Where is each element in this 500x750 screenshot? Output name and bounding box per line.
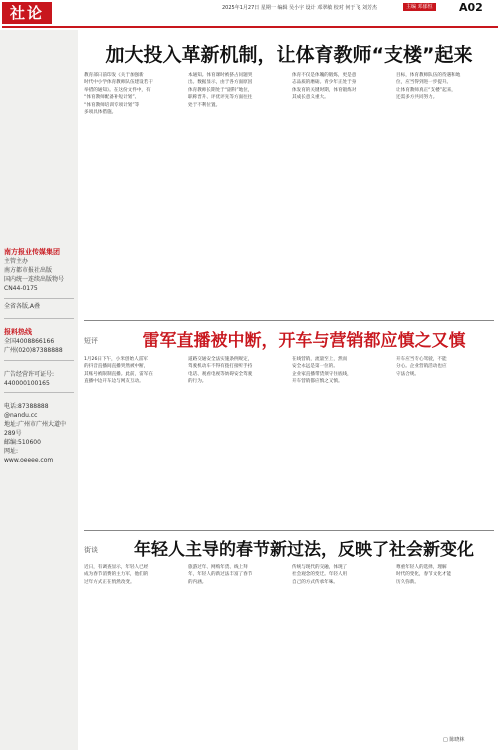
price-label: 全省各版,A叠 xyxy=(4,303,41,310)
article1-title: 加大投入革新机制，让体育教师“支楼”起来 xyxy=(105,44,473,66)
hotline-2: 广州(020)87388888 xyxy=(4,347,63,354)
section-divider xyxy=(84,530,494,531)
text-line: 企业家直播带货须守住底线， xyxy=(292,371,352,377)
text-line: 的抖音直播间直播突然被中断， xyxy=(84,364,149,370)
paper-name: 南方报业传媒集团 xyxy=(4,248,60,256)
page-number: A02 xyxy=(459,1,483,14)
text-line: 成为春节消费的主力军，他们的 xyxy=(84,572,149,578)
article1-col4 xyxy=(396,72,494,316)
tel: 电话:87388888 xyxy=(4,403,49,410)
text-line: 的行为。 xyxy=(188,379,207,385)
text-line: 年，年轻人的新过法丰富了春节 xyxy=(188,572,253,578)
article1-col3 xyxy=(292,72,390,316)
text-line: “体育教师配备补短计划”、 xyxy=(84,95,140,101)
text-line: “体育教师培训专项计划”等 xyxy=(84,102,140,108)
text-line: 尊重年轻人的选择，理解 xyxy=(396,565,447,570)
text-line: 驾驶机动车不得有拨打接听手持 xyxy=(188,364,253,370)
article2-tag: 短评 xyxy=(84,337,98,345)
text-line: 分心。企业营销活动也应 xyxy=(396,364,447,370)
article3-author: □ 陈晓林 xyxy=(443,737,465,743)
zip: 邮编:510600 xyxy=(4,439,41,446)
date-line: 2025年1月27日 星期一 编辑 吴小宇 设计 邓翠敏 校对 何于飞 刘芳杰 xyxy=(222,5,377,11)
text-line: 过年方式正在悄然改变。 xyxy=(84,579,135,585)
hotline-1: 全国4008866166 xyxy=(4,338,55,345)
address-2: 289号 xyxy=(4,430,22,437)
article2-col4 xyxy=(396,356,494,531)
text-line: 还需多方共同努力。 xyxy=(396,95,438,101)
text-line: 历久弥新。 xyxy=(396,579,419,585)
text-line: 开车营销都应慎之又慎。 xyxy=(292,379,343,385)
text-line: 本通知。体育课时被挤占问题突 xyxy=(188,73,253,78)
text-line: 时代的变化，春节文化才能 xyxy=(396,572,452,578)
article3-col4 xyxy=(396,564,494,734)
email: @nandu.cc xyxy=(4,412,38,419)
article1-col1 xyxy=(84,72,182,316)
text-line: 自己的方式传承年味。 xyxy=(292,579,338,585)
sidebar-divider xyxy=(4,298,74,299)
site-url: www.oeeee.com xyxy=(4,457,54,464)
sidebar-hotline xyxy=(4,328,74,355)
ad-label: 广告经营许可证号: xyxy=(4,371,55,378)
cn-label: 国内统一连续出版物号 xyxy=(4,276,65,283)
text-line: 道路交通安全法实施条例规定， xyxy=(188,357,253,362)
text-line: 举措的通知》。在这份文件中，有 xyxy=(84,87,151,93)
sidebar-divider xyxy=(4,360,74,361)
text-line: 位，应当得到进一步提升。 xyxy=(396,80,452,86)
text-line: 其成长意义重大。 xyxy=(292,95,329,101)
sponsor: 主管主办 xyxy=(4,258,29,265)
article2-col3 xyxy=(292,356,390,531)
text-line: 社会观念的变迁。年轻人用 xyxy=(292,572,348,578)
text-line: 旅游过年、网购年货、线上拜 xyxy=(188,565,248,570)
text-line: 其账号被限制直播。此前，雷军在 xyxy=(84,371,153,377)
text-line: 传统与现代的交融，体现了 xyxy=(292,565,348,570)
text-line: 体育教师长期处于“副科”地位， xyxy=(188,87,253,93)
cn-number: CN44-0175 xyxy=(4,285,38,292)
text-line: 职称晋升、评优评先等方面往往 xyxy=(188,95,253,101)
ad-number: 440000100165 xyxy=(4,380,50,387)
text-line: 多项具体措施。 xyxy=(84,110,117,116)
article2-col1 xyxy=(84,356,182,531)
article3-col2 xyxy=(188,564,286,734)
text-line: 守法合规。 xyxy=(396,371,419,377)
header-rule xyxy=(2,26,498,28)
article3-col3 xyxy=(292,564,390,734)
sidebar-contact xyxy=(4,402,74,465)
article2-col2 xyxy=(188,356,286,531)
section-divider xyxy=(84,320,494,321)
article3-title: 年轻人主导的春节新过法，反映了社会新变化 xyxy=(134,540,474,560)
site-label: 网址: xyxy=(4,448,19,455)
text-line: 出。数据显示，由于各方面原因 xyxy=(188,80,253,86)
article1-col2 xyxy=(188,72,286,316)
masthead xyxy=(0,0,500,26)
sidebar-ad-license xyxy=(4,370,74,388)
text-line: 直播中边开车边与网友互动。 xyxy=(84,379,144,385)
text-line: 电话、观看电视等妨碍安全驾驶 xyxy=(188,371,253,377)
section-tag: 社论 xyxy=(2,2,52,24)
article3-col1 xyxy=(84,564,182,734)
text-line: 在线营销，流量至上，然而 xyxy=(292,357,348,362)
article3-tag: 街谈 xyxy=(84,546,98,554)
sidebar-divider xyxy=(4,318,74,319)
text-line: 志品质的磨砺。青少年正处于身 xyxy=(292,80,357,86)
text-line: 让体育教师真正“支楼”起来， xyxy=(396,87,456,93)
text-line: 体育不仅是体魄的锻炼，更是意 xyxy=(292,73,357,78)
text-line: 近日，有调查显示，年轻人已经 xyxy=(84,565,149,570)
text-line: 体发育的关键时期，体育锻炼对 xyxy=(292,87,357,93)
text-line: 处于不利位置。 xyxy=(188,102,221,108)
text-line: 目标，体育教师队伍的待遇和地 xyxy=(396,73,461,78)
sidebar xyxy=(0,30,78,750)
text-line: 时代中小学体育教师队伍建设若干 xyxy=(84,80,153,86)
editor-badge: 主编 邓郁恒 xyxy=(403,3,436,11)
hotline-label: 报料热线 xyxy=(4,328,32,336)
address: 地址:广州市广州大道中 xyxy=(4,421,67,428)
sidebar-divider xyxy=(4,392,74,393)
sidebar-publisher-info xyxy=(4,248,74,293)
text-line: 开车应当专心驾驶，不能 xyxy=(396,357,447,362)
text-line: 安全永远是第一位的。 xyxy=(292,364,338,370)
text-line: 的内涵。 xyxy=(188,579,207,585)
publisher: 南方都市报社出版 xyxy=(4,267,53,274)
text-line: 1月26日下午，小米创始人雷军 xyxy=(84,357,148,362)
article2-title: 雷军直播被中断，开车与营销都应慎之又慎 xyxy=(142,331,466,351)
text-line: 教育部日前印发《关于加强新 xyxy=(84,73,144,78)
